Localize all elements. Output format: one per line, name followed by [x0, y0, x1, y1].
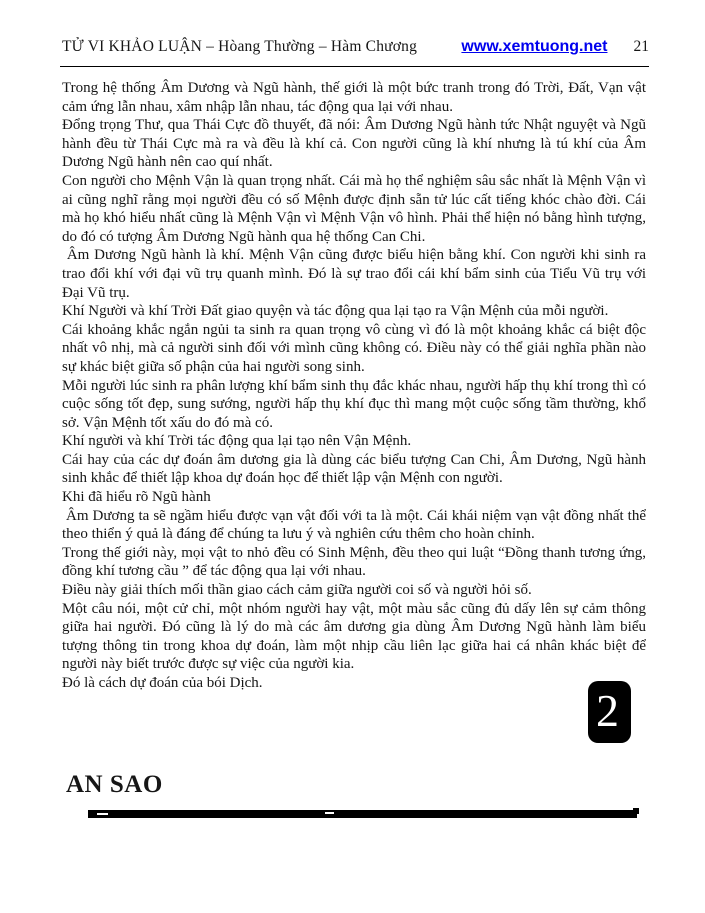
paragraph: Điều này giải thích mối thần giao cách cảm giữa người coi số và người hỏi số.	[62, 582, 532, 599]
chapter-number: 2	[596, 685, 619, 736]
body-text	[62, 79, 646, 693]
section-heading: AN SAO	[66, 771, 163, 798]
page-header	[62, 38, 649, 56]
paragraph: Mỗi người lúc sinh ra phân lượng khí bẩm sinh thụ đắc khác nhau, người hấp thụ khí trong thì có cuộc sống tốt đẹp, sung sướng, người hấp thụ khí đục thì mang một cuộc sống tầm thường, khổ sở. Vận Mệnh tốt xấu do đó mà có.	[62, 377, 646, 431]
paragraph: Một câu nói, một cử chỉ, một nhóm người hay vật, một màu sắc cũng đủ dấy lên sự cảm thông giữa hai người. Đó cũng là lý do mà các âm dương gia dùng Âm Dương Ngũ hành làm biểu tượng thông tin trong khoa dự đoán, làm một nhịp cầu liên lạc giữa hai cá nhân khác biệt để người này biết trước được sự việc của người kia.	[62, 600, 646, 673]
paragraph: Khi đã hiểu rõ Ngũ hành	[62, 489, 211, 506]
paragraph: Đổng trọng Thư, qua Thái Cực đồ thuyết, đã nói: Âm Dương Ngũ hành tức Nhật nguyệt và Ngũ hành đều từ Thái Cực mà ra và đều là khí cả. Con người cũng là khí nhưng là tú khí của Âm Dương Ngũ hành nên cao quí nhất.	[62, 117, 646, 171]
paragraph: Cái khoảng khắc ngắn ngủi ta sinh ra quan trọng vô cùng vì đó là một khoảng khắc cá biệt độc nhất vô nhị, mà cả người sinh đối với mình cũng không có. Điều này có thể giải nghĩa phần nào sự khác biệt giữa số phận của hai người song sinh.	[62, 321, 646, 375]
book-title: TỬ VI KHẢO LUẬN – Hòang Thường – Hàm Chương	[62, 38, 418, 55]
paragraph: Trong hệ thống Âm Dương và Ngũ hành, thế giới là một bức tranh trong đó Trời, Đất, Vạn vật cảm ứng lẫn nhau, xâm nhập lẫn nhau, tác động qua lại với nhau.	[62, 80, 646, 115]
chapter-number-badge	[588, 681, 631, 743]
paragraph: Trong thế giới này, mọi vật to nhỏ đều có Sinh Mệnh, đều theo qui luật “Đồng thanh tương ứng, đồng khí tương cầu ” để tác động qua lại với nhau.	[62, 544, 646, 580]
website-link[interactable]: www.xemtuong.net	[461, 38, 608, 55]
paragraph: Khí Người và khí Trời Đất giao quyện và tác động qua lại tạo ra Vận Mệnh của mỗi người.	[62, 303, 609, 320]
paragraph: Khí người và khí Trời tác động qua lại tạo nên Vận Mệnh.	[62, 433, 412, 450]
paragraph: Âm Dương ta sẽ ngầm hiểu được vạn vật đối với ta là một. Cái khái niệm vạn vật đồng nhất thể theo thiển ý quả là đáng để chúng ta lưu ý và nghiên cứu thêm cho hoàn chỉnh.	[62, 507, 646, 543]
bar-end-cap	[633, 808, 639, 814]
paragraph: Con người cho Mệnh Vận là quan trọng nhất. Cái mà họ thể nghiệm sâu sắc nhất là Mệnh Vận vì ai cũng nghĩ rằng mọi người đều có số Mệnh được định sẵn tử lúc cất tiếng khóc chào đời. Cái mà họ khó hiểu nhất cũng là Mệnh Vận vì Mệnh Vận vô hình. Phải thể hiện nó bằng hình tượng, do đó có tượng Âm Dương Ngũ hành qua hệ thống Can Chi.	[62, 172, 646, 245]
scan-artifact	[325, 812, 334, 814]
page-number: 21	[633, 38, 649, 55]
section-divider-bar	[88, 810, 637, 818]
paragraph: Đó là cách dự đoán của bói Dịch.	[62, 675, 263, 691]
scan-artifact	[97, 813, 108, 815]
paragraph: Cái hay của các dự đoán âm dương gia là dùng các biểu tượng Can Chi, Âm Dương, Ngũ hành sinh khắc để thiết lập khoa dự đoán học để thiết lập vận Mệnh con người.	[62, 451, 646, 487]
header-divider	[60, 66, 649, 67]
header-right	[461, 38, 649, 56]
paragraph: Âm Dương Ngũ hành là khí. Mệnh Vận cũng được biểu hiện bằng khí. Con người khi sinh ra trao đổi khí với đại vũ trụ quanh mình. Đó là sự trao đổi cái khí bẩm sinh của Tiểu Vũ trụ với Đại Vũ trụ.	[62, 247, 646, 301]
